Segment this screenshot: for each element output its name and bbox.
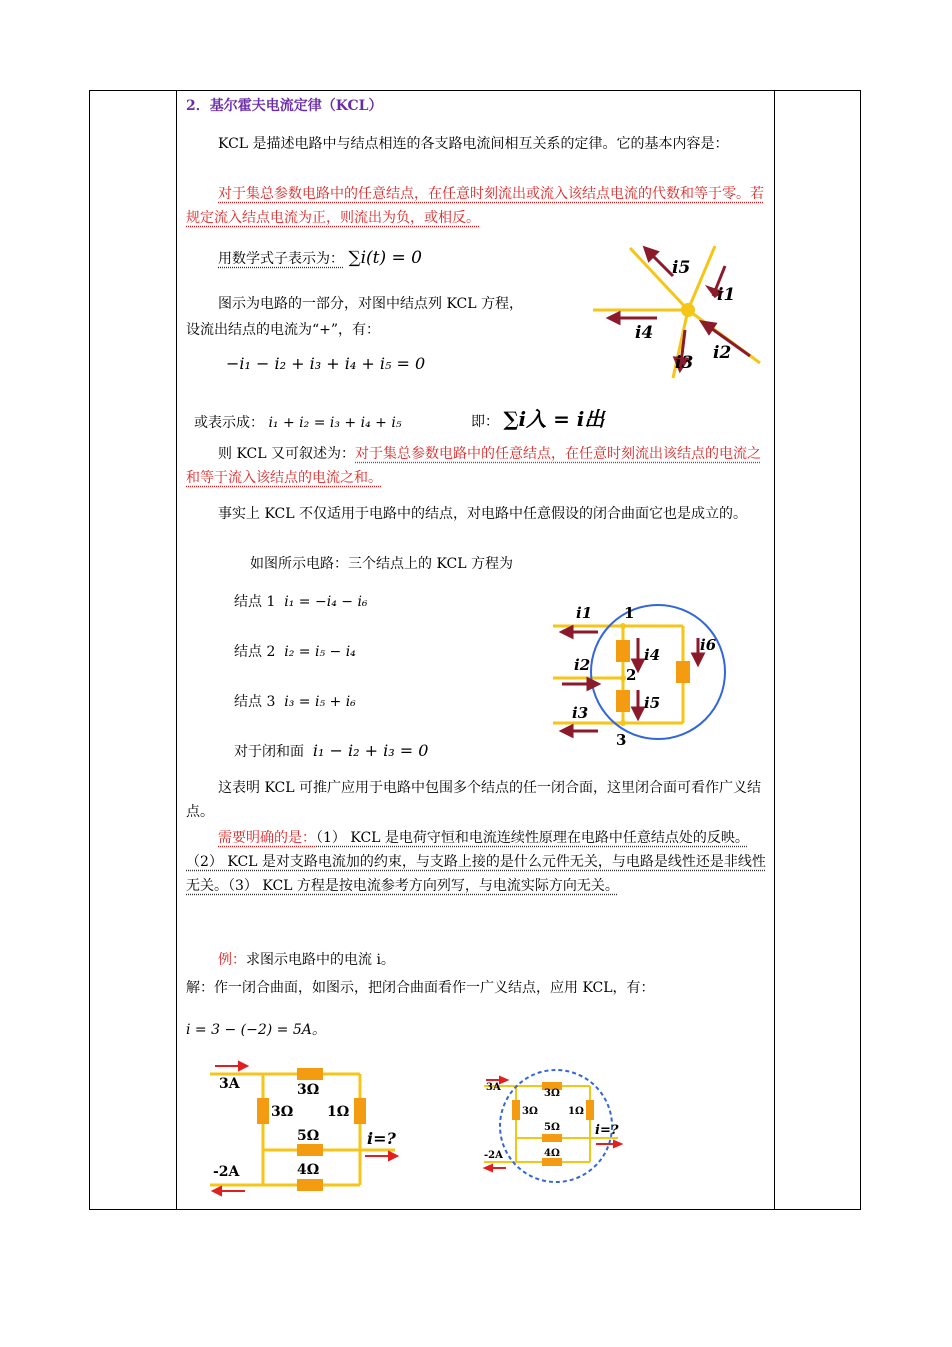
label-i1: i1 bbox=[717, 285, 736, 305]
example-line bbox=[218, 948, 395, 972]
answer-line: i = 3 − (−2) = 5A。 bbox=[186, 1022, 326, 1038]
restate-prefix: 则 KCL 又可叙述为： bbox=[218, 446, 355, 462]
figure-description-1: 图示为电路的一部分，对图中结点列 KCL 方程， bbox=[218, 296, 523, 312]
label-i4: i4 bbox=[644, 646, 661, 664]
label-4ohm: 4Ω bbox=[544, 1148, 560, 1159]
label-3A: 3A bbox=[486, 1082, 501, 1093]
note-text: （1） KCL 是电荷守恒和电流连续性原理在电路中任意结点处的反映。（2） KCL 是对支路电流加的约束，与支路上接的是什么元件无关，与电路是线性还是非线性无关。（3） KCL 方程是按电流参考方向列写，与电流实际方向无关。 bbox=[186, 830, 766, 894]
label-i3: i3 bbox=[675, 353, 694, 373]
ie-equation: ∑i入 = i出 bbox=[503, 407, 605, 431]
label-i-unknown: i=? bbox=[367, 1129, 396, 1148]
label-1ohm: 1Ω bbox=[568, 1106, 584, 1117]
figure-node-currents bbox=[585, 238, 770, 386]
label-node-3: 3 bbox=[616, 731, 627, 749]
section-heading: 2．基尔霍夫电流定律（KCL） bbox=[186, 98, 383, 114]
label-i-unknown: i=? bbox=[595, 1123, 619, 1138]
table-divider-left bbox=[176, 90, 177, 1210]
label-3ohm-left: 3Ω bbox=[271, 1104, 294, 1120]
label-3A: 3A bbox=[219, 1076, 240, 1092]
label-minus-2A: -2A bbox=[213, 1164, 240, 1180]
label-node-2: 2 bbox=[626, 666, 637, 684]
label-i4: i4 bbox=[635, 323, 654, 343]
math-formula: ∑i(t) = 0 bbox=[348, 248, 422, 268]
figure-example-closed-surface bbox=[478, 1060, 628, 1186]
note-paragraph bbox=[186, 826, 768, 898]
label-i5: i5 bbox=[672, 258, 691, 278]
figure-example-circuit bbox=[205, 1060, 405, 1198]
law-statement: 对于集总参数电路中的任意结点，在任意时刻流出或流入该结点电流的代数和等于零。若规定流入结点电流为正，则流出为负，或相反。 bbox=[186, 186, 764, 226]
label-5ohm: 5Ω bbox=[544, 1122, 560, 1133]
figure-description-2: 设流出结点的电流为“+”，有： bbox=[186, 322, 381, 338]
math-prefix: 用数学式子表示为： bbox=[218, 251, 344, 267]
alternative-form bbox=[194, 411, 401, 435]
label-1ohm: 1Ω bbox=[327, 1104, 350, 1120]
closed-surface-equation: 对于闭和面 i₁ − i₂ + i₃ = 0 bbox=[234, 741, 429, 760]
label-i1: i1 bbox=[576, 604, 593, 622]
label-3ohm-top: 3Ω bbox=[544, 1088, 560, 1099]
math-expression bbox=[218, 246, 422, 271]
restate-text: 对于集总参数电路中的任意结点，在任意时刻流出该结点的电流之和等于流入该结点的电流之和。 bbox=[186, 446, 761, 486]
label-i2: i2 bbox=[713, 343, 732, 363]
figure-closed-surface-circuit bbox=[548, 598, 728, 750]
conclusion-paragraph: 这表明 KCL 可推广应用于电路中包围多个结点的任一闭合面，这里闭合面可看作广义结点。 bbox=[186, 780, 761, 820]
label-3ohm-top: 3Ω bbox=[297, 1082, 320, 1098]
ie-prefix: 即： bbox=[471, 414, 499, 430]
node-dot bbox=[681, 303, 695, 317]
label-i3: i3 bbox=[572, 704, 589, 722]
alt-prefix: 或表示成： bbox=[194, 415, 264, 431]
label-i5: i5 bbox=[644, 694, 661, 712]
node-2-equation: 结点 2 i₂ = i₅ − i₄ bbox=[234, 644, 356, 660]
node-3-equation: 结点 3 i₃ = i₅ + i₆ bbox=[234, 694, 356, 710]
alt-equation: i₁ + i₂ = i₃ + i₄ + i₅ bbox=[268, 415, 402, 431]
example-text: 求图示电路中的电流 i。 bbox=[246, 952, 395, 968]
equivalent-form bbox=[471, 407, 604, 434]
label-node-1: 1 bbox=[624, 604, 635, 622]
solution-line: 解：作一闭合曲面，如图示，把闭合曲面看作一广义结点，应用 KCL，有： bbox=[186, 980, 655, 996]
label-minus-2A: -2A bbox=[484, 1150, 503, 1161]
intro-paragraph: KCL 是描述电路中与结点相连的各支路电流间相互关系的定律。它的基本内容是： bbox=[218, 136, 729, 152]
restate-paragraph bbox=[186, 442, 768, 490]
label-4ohm: 4Ω bbox=[297, 1162, 320, 1178]
label-i6: i6 bbox=[700, 636, 717, 654]
label-5ohm: 5Ω bbox=[297, 1128, 320, 1144]
label-3ohm-left: 3Ω bbox=[522, 1106, 538, 1117]
closed-surface-paragraph: 事实上 KCL 不仅适用于电路中的结点，对电路中任意假设的闭合曲面它也是成立的。 bbox=[218, 506, 747, 522]
table-divider-right bbox=[774, 90, 775, 1210]
node-1-equation: 结点 1 i₁ = −i₄ − i₆ bbox=[234, 594, 368, 610]
example-prefix: 例： bbox=[218, 952, 246, 968]
note-prefix: 需要明确的是： bbox=[218, 830, 316, 846]
kcl-equation-1: −i₁ − i₂ + i₃ + i₄ + i₅ = 0 bbox=[226, 354, 426, 373]
figure-2-intro: 如图所示电路：三个结点上的 KCL 方程为 bbox=[250, 556, 513, 572]
label-i2: i2 bbox=[574, 656, 591, 674]
